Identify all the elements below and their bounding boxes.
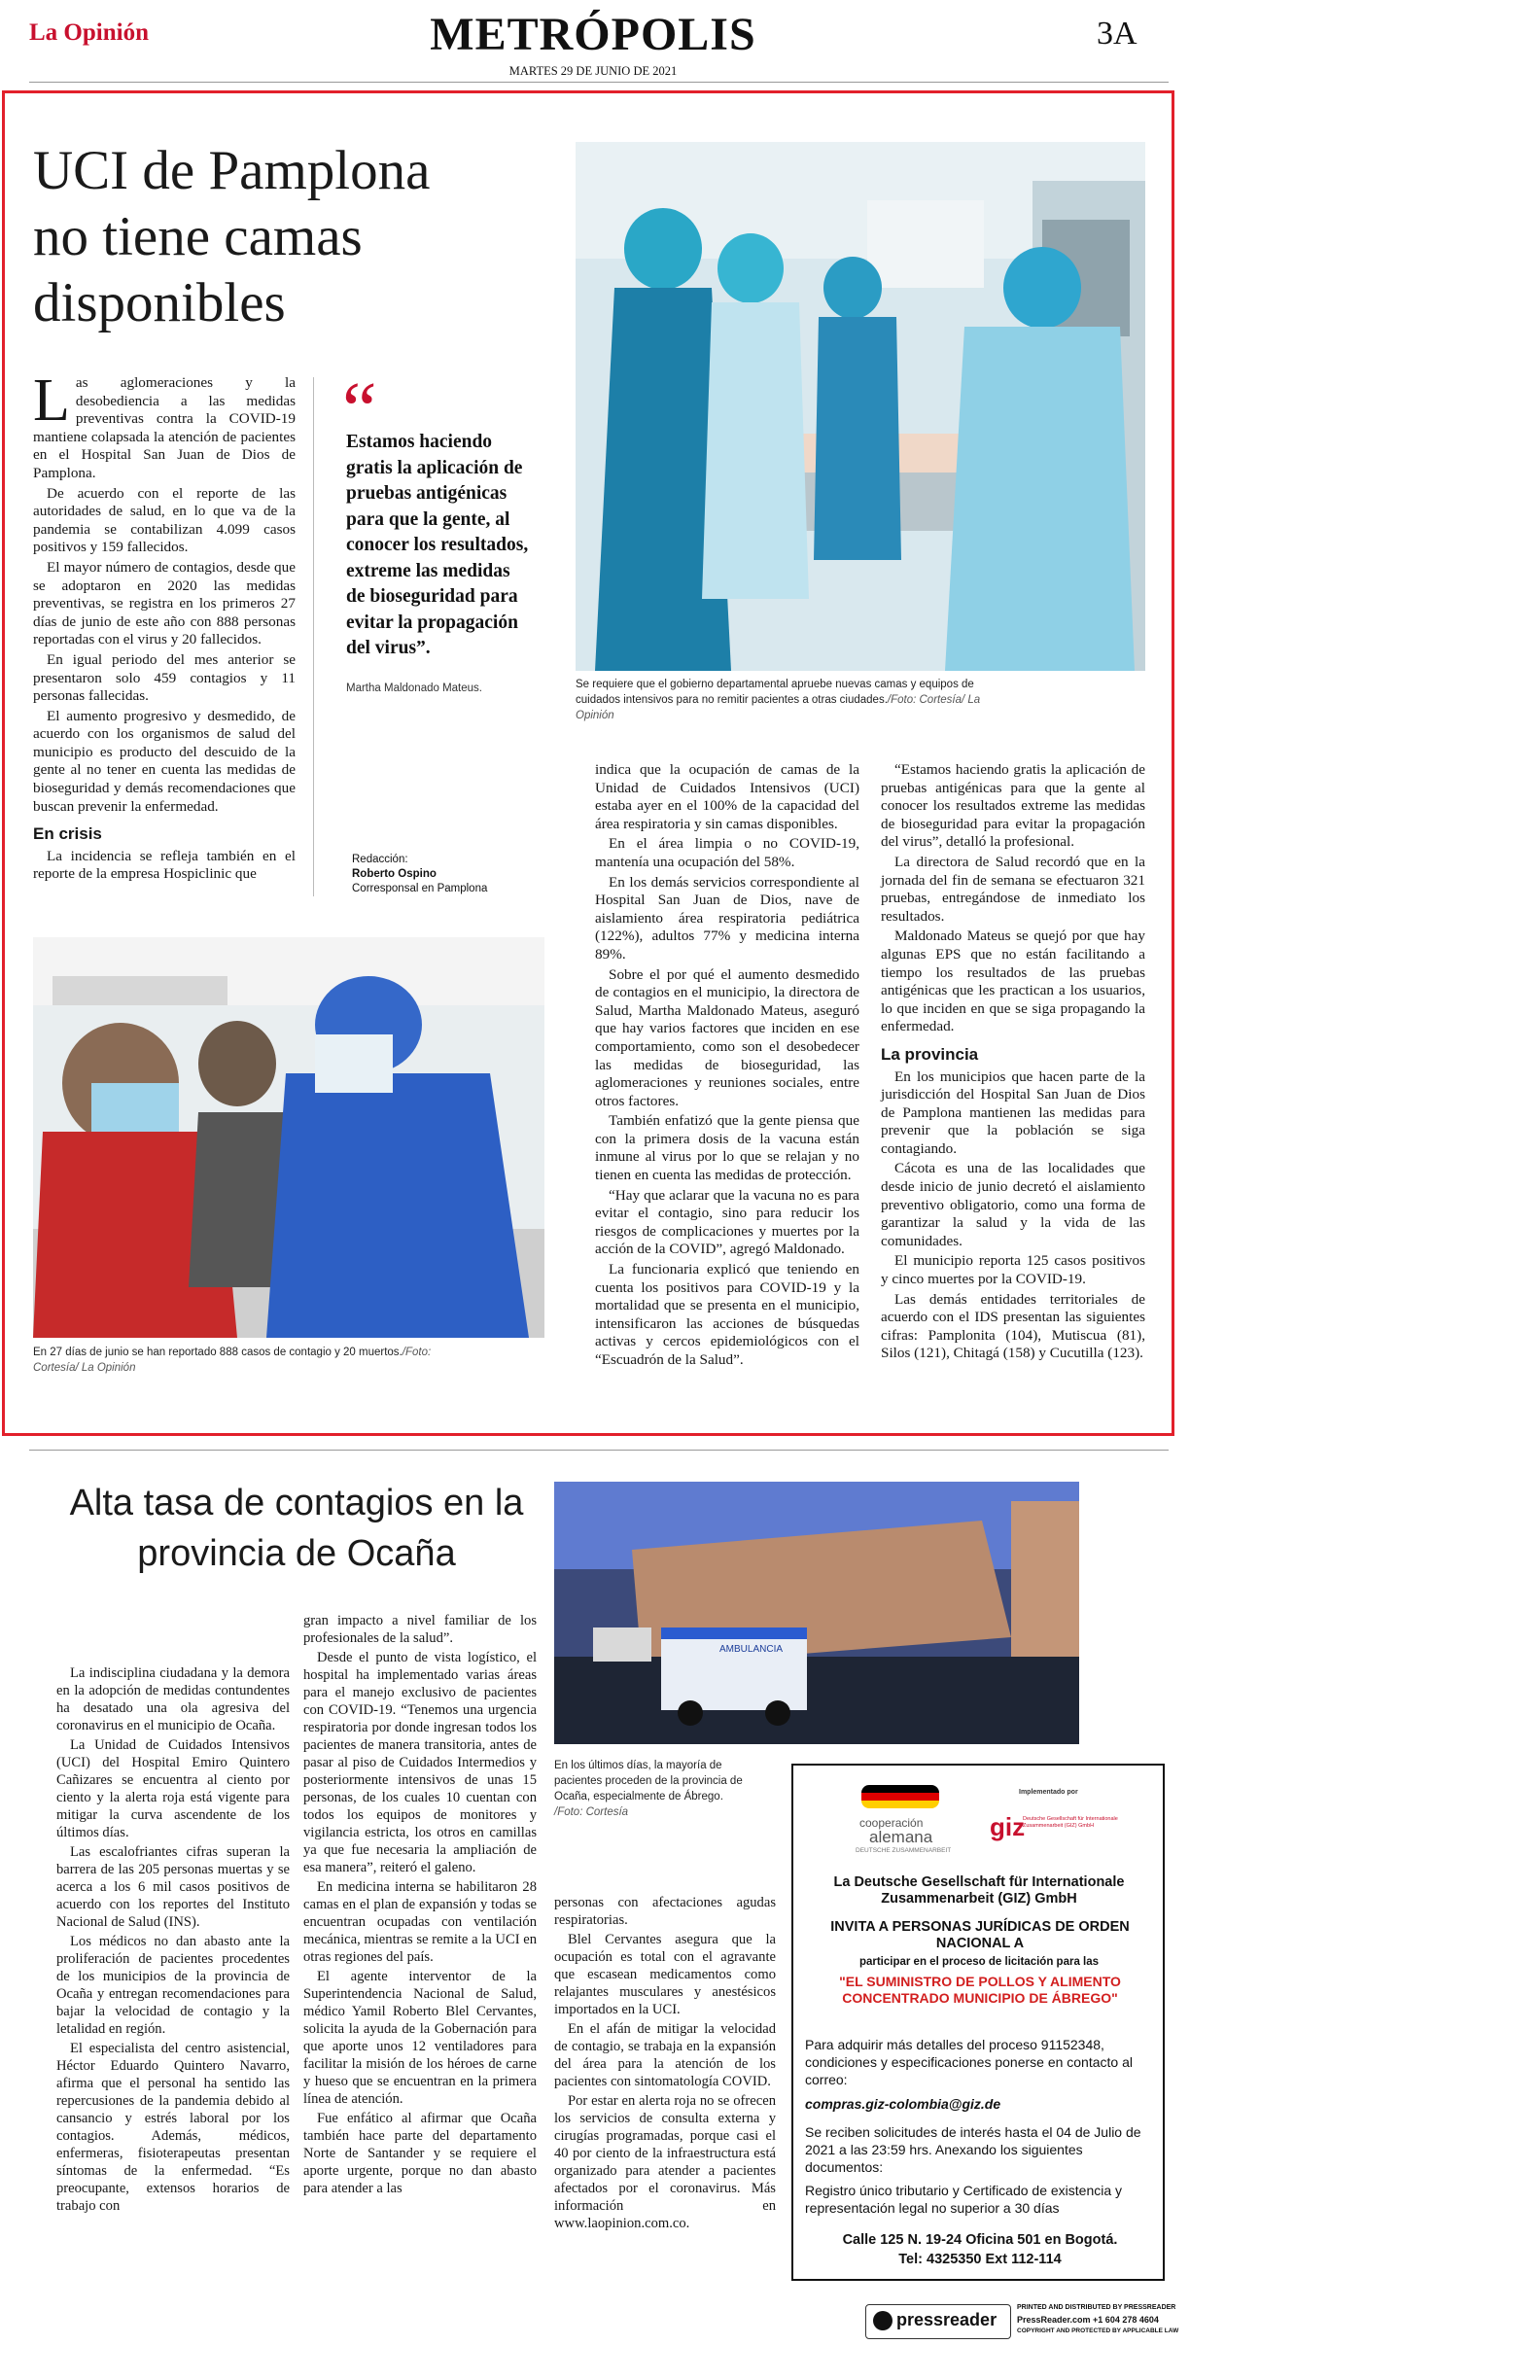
paragraph: Cácota es una de las localidades que desde inicio de junio decretó el aislamiento preventivo obligatorio, como una forma de garantizar la salud y la vida de las comunidades. <box>881 1160 1145 1249</box>
subhead: La provincia <box>881 1044 979 1064</box>
testing-photo <box>33 937 544 1338</box>
paragraph: Desde el punto de vista logístico, el hospital ha implementado varias áreas para el manejo exclusivo de pacientes con COVID-19. “Tenemos una urgencia respiratoria por donde ingresan todos los pacientes de manera transitoria, antes de pasar al piso de Cuidados Intermedios y posteriormente intensivos de unas 15 personas, de los cuales 10 cuentan con todos los equipos de monitores y vigilancia estricta, los otros en camillas ya que fue necesaria la ampliación de esa manera”, reiteró el galeno. <box>303 1650 537 1875</box>
paragraph: Las demás entidades territoriales de acuerdo con el IDS presentan las siguientes cifras: Pamplonita (104), Mutiscua (81), Silos (121), Chitagá (158) y Cucutilla (123). <box>881 1290 1145 1362</box>
paragraph: Las escalofriantes cifras superan la barrera de las 205 personas muertas y se acerca a los 6 mil casos positivos de acuerdo con los reportes del Instituto Nacional de Salud (INS). <box>56 1844 290 1930</box>
ad-org: La Deutsche Gesellschaft für Internationale Zusammenarbeit (GIZ) GmbH <box>833 1874 1125 1907</box>
paragraph: El especialista del centro asistencial, Héctor Eduardo Quintero Navarro, afirma que el personal ha sentido las repercusiones de la pandemia debido al cansancio y estrés laboral por los contagios. Además, médicos, enfermeras, fisioterapeutas presentan síntomas de la enfermedad. “Es preocupante, extensos horarios de trabajo con <box>56 2041 290 2214</box>
paragraph: personas con afectaciones agudas respiratorias. <box>554 1895 776 1928</box>
coop-logo-main: alemana <box>869 1828 933 1846</box>
pull-quote-mark: “ <box>342 368 377 453</box>
ad-address: Calle 125 N. 19-24 Oficina 501 en Bogotá. <box>842 2232 1118 2248</box>
article2-column-3 <box>554 1894 776 2234</box>
ad-invite: INVITA A PERSONAS JURÍDICAS DE ORDEN NACIONAL A <box>830 1919 1130 1951</box>
paragraph: “Estamos haciendo gratis la aplicación de pruebas antigénicas para que la gente al conocer los resultados extreme las medidas de bioseguridad para evitar la propagación del virus”, detalló la profesional. <box>881 761 1145 851</box>
paragraph: Por estar en alerta roja no se ofrecen los servicios de consulta externa y cirugías programadas, porque casi el 40 por ciento de la infraestructura está organizado para atender a pacientes afectados por el coronavirus. Más información en www.laopinion.com.co. <box>554 2093 776 2231</box>
paragraph: El municipio reporta 125 casos positivos y cinco muertes por la COVID-19. <box>881 1252 1145 1288</box>
article2-column-1 <box>56 1664 290 2217</box>
column-divider <box>313 377 314 896</box>
ad-docs: Registro único tributario y Certificado de existencia y representación legal no superior a 30 días <box>805 2183 1123 2216</box>
masthead-rule <box>29 82 1169 83</box>
masthead <box>0 0 1176 88</box>
caption-text: En los últimos días, la mayoría de pacientes proceden de la provincia de Ocaña, especialmente de Ábrego. <box>554 1760 743 1802</box>
drop-cap: L <box>33 368 70 434</box>
paragraph: gran impacto a nivel familiar de los profesionales de la salud”. <box>303 1613 537 1646</box>
paragraph: La funcionaria explicó que teniendo en cuenta los positivos para COVID-19 y la mortalidad que se presenta en el municipio, intensificaron las acciones de búsquedas activas y cercos epidemiológicos con el “Escuadrón de la Salud”. <box>595 1261 859 1368</box>
quote-author: Martha Maldonado Mateus. <box>346 682 482 694</box>
paragraph: En los demás servicios correspondiente al Hospital San Juan de Dios, nave de aislamiento área respiratoria pediátrica (122%), adultos 77% y medicina interna 89%. <box>595 873 859 962</box>
caption-credit: /Foto: Cortesía/ La Opinión <box>33 1347 432 1374</box>
page-number: 3A <box>1097 16 1138 52</box>
paragraph: El aumento progresivo y desmedido, de acuerdo con los organismos de salud del municipio es producto del descuido de la gente al no tener en cuenta las medidas de bioseguridad y demás recomendaciones que buscan prevenir la enfermedad. <box>33 707 296 815</box>
article1-column-3 <box>881 761 1145 1365</box>
ad-email[interactable]: compras.giz-colombia@giz.de <box>805 2096 1001 2112</box>
icu-photo-caption <box>576 677 1003 723</box>
paragraph: Fue enfático al afirmar que Ocaña también hace parte del departamento Norte de Santander y se requiere el aporte urgente, porque no dan abasto para atender a las <box>303 2111 537 2196</box>
pressreader-line1: PRINTED AND DISTRIBUTED BY PRESSREADER <box>1017 2304 1176 2311</box>
paragraph: La incidencia se refleja también en el reporte de la empresa Hospiclinic que <box>33 847 296 883</box>
byline-label: Redacción: <box>352 854 408 865</box>
lead-paragraph <box>33 368 296 483</box>
paragraph: indica que la ocupación de camas de la Unidad de Cuidados Intensivos (UCI) estaba ayer en el 100% de la capacidad del área respiratoria y sin camas disponibles. <box>595 761 859 832</box>
newspaper-logo: La Opinión <box>29 19 149 46</box>
paragraph: El agente interventor de la Superintendencia Nacional de Salud, médico Yamil Roberto Blel Cervantes, solicita la ayuda de la Gobernación para que aporte unos 12 ventiladores para facilitar la misión de los héroes de carne y hueso que se encuentran en la primera línea de atención. <box>303 1969 537 2107</box>
caption-credit: /Foto: Cortesía <box>554 1806 629 1818</box>
giz-logo: giz <box>990 1812 1026 1841</box>
giz-advertisement <box>791 1764 1165 2281</box>
german-flag-icon <box>861 1785 939 1808</box>
pressreader-footer <box>865 2302 1186 2341</box>
coop-logo-sub: DEUTSCHE ZUSAMMENARBEIT <box>856 1847 952 1854</box>
pressreader-line3: COPYRIGHT AND PROTECTED BY APPLICABLE LAW <box>1017 2328 1179 2334</box>
paragraph: La Unidad de Cuidados Intensivos (UCI) del Hospital Emiro Quintero Cañizares se encuentra al ciento por ciento y la alerta roja está vigente para mitigar la curva ascendente de los últimos días. <box>56 1737 290 1840</box>
article2-headline: Alta tasa de contagios en la provincia de Ocaña <box>69 1483 524 1574</box>
article1-column-2 <box>595 761 859 1372</box>
byline-name: Roberto Ospino <box>352 868 437 880</box>
coop-logo-top: cooperación <box>859 1816 924 1830</box>
paragraph: En los municipios que hacen parte de la jurisdicción del Hospital San Juan de Dios de Pamplona mantienen las medidas para prevenir que la población se siga contagiando. <box>881 1068 1145 1157</box>
paragraph: “Hay que aclarar que la vacuna no es para evitar el contagio, sino para reducir los riesgos de complicaciones y muertes por la acción de la COVID”, agregó Maldonado. <box>595 1186 859 1258</box>
ad-project: "EL SUMINISTRO DE POLLOS Y ALIMENTO CONCENTRADO MUNICIPIO DE ÁBREGO" <box>839 1974 1121 2006</box>
article1-headline: UCI de Pamplona no tiene camas disponibles <box>33 140 431 333</box>
paragraph: Maldonado Mateus se quejó por que hay algunas EPS que no están facilitando a tiempo los resultados de las pruebas antigénicas que les practican a los usuarios, lo que inciden en que se siga propagando la enfermedad. <box>881 928 1145 1035</box>
section-title: METRÓPOLIS <box>430 9 756 60</box>
paragraph: Blel Cervantes asegura que la ocupación es total con el agravante que escasean medicamentos como relajantes musculares y anestésicos importados en la UCI. <box>554 1932 776 2017</box>
byline <box>352 853 487 896</box>
article1-column-1 <box>33 368 296 886</box>
byline-role: Corresponsal en Pamplona <box>352 883 488 894</box>
paragraph: También enfatizó que la gente piensa que con la primera dosis de la vacuna están inmune al virus por lo que se relajan y no tienen en cuenta las medidas de protección. <box>595 1112 859 1184</box>
hospital-photo <box>554 1482 1079 1744</box>
giz-logo-sub: Deutsche Gesellschaft für Internationale Zusammenarbeit (GIZ) GmbH <box>1023 1816 1118 1829</box>
paragraph: El mayor número de contagios, desde que se adoptaron en 2020 las medidas preventivas, se registra en los primeros 27 días de junio de este año con 888 personas reportadas con el virus y 20 fallecidos. <box>33 558 296 648</box>
caption-credit: /Foto: Cortesía/ La Opinión <box>576 694 981 721</box>
issue-date: MARTES 29 DE JUNIO DE 2021 <box>508 64 678 78</box>
lead-text: as aglomeraciones y la desobediencia a las medidas preventivas contra la COVID-19 mantiene colapsada la atención de pacientes en el Hospital San Juan de Dios de Pamplona. <box>33 374 296 481</box>
paragraph: De acuerdo con el reporte de las autoridades de salud, en lo que va de la pandemia se contabilizan 4.099 casos positivos y 159 fallecidos. <box>33 484 296 556</box>
section-rule <box>29 1450 1169 1451</box>
paragraph: La indisciplina ciudadana y la demora en la adopción de medidas contundentes ha desatado una ola agresiva del coronavirus en el municipio de Ocaña. <box>56 1665 290 1733</box>
caption-text: En 27 días de junio se han reportado 888 casos de contagio y 20 muertos. <box>33 1347 402 1358</box>
paragraph: La directora de Salud recordó que en la jornada del fin de semana se efectuaron 321 pruebas, entregándose de inmediato los resultados. <box>881 853 1145 925</box>
subhead: En crisis <box>33 824 102 844</box>
paragraph: En igual periodo del mes anterior se presentaron solo 459 contagios y 11 personas fallecidas. <box>33 650 296 705</box>
pressreader-logo: pressreader <box>896 2310 998 2329</box>
implemented-by-label: Implementado por <box>1019 1789 1078 1796</box>
ad-participate: participar en el proceso de licitación para las <box>858 1956 1100 1968</box>
paragraph: Sobre el por qué el aumento desmedido de contagios en el municipio, la directora de Salud, Martha Maldonado Mateus, aseguró que hay varios factores que inciden en ese comportamiento, como son el desobedecer las medidas de bioseguridad, las aglomeraciones y reuniones sociales, entre otros factores. <box>595 965 859 1109</box>
paragraph: En el área limpia o no COVID-19, mantenía una ocupación del 58%. <box>595 835 859 870</box>
icu-photo <box>576 142 1145 671</box>
testing-photo-caption <box>33 1345 471 1376</box>
paragraph: En medicina interna se habilitaron 28 camas en el plan de expansión y todas se encuentran ocupadas con ventilación mecánica, mientras se remite a la UCI en otras regiones del país. <box>303 1879 537 1965</box>
ad-deadline: Se reciben solicitudes de interés hasta el 04 de Julio de 2021 a las 23:59 hrs. Anexando los siguientes documentos: <box>805 2124 1141 2175</box>
hospital-photo-caption <box>554 1758 758 1820</box>
paragraph: En el afán de mitigar la velocidad de contagio, se trabaja en la expansión del área para la atención de los pacientes con sintomatología COVID. <box>554 2021 776 2089</box>
pressreader-line2: PressReader.com +1 604 278 4604 <box>1017 2315 1159 2325</box>
article2-column-2 <box>303 1612 537 2199</box>
pressreader-icon <box>873 2311 892 2330</box>
pull-quote: Estamos haciendo gratis la aplicación de pruebas antigénicas para que la gente, al conocer los resultados, extreme las medidas de bioseguridad para evitar la propagación del virus”. <box>346 432 529 658</box>
caption-text: Se requiere que el gobierno departamental apruebe nuevas camas y equipos de cuidados intensivos para no remitir pacientes a otras ciudades. <box>576 679 974 706</box>
ad-details: Para adquirir más detalles del proceso 91152348, condiciones y especificaciones ponerse en contacto al correo: <box>805 2037 1133 2087</box>
ambulance-label: AMBULANCIA <box>719 1644 784 1655</box>
paragraph: Los médicos no dan abasto ante la proliferación de pacientes procedentes de los municipios de la provincia de Ocaña y entregan recomendaciones para bajar la velocidad de contagio y la letalidad en región. <box>56 1934 290 2037</box>
ad-phone: Tel: 4325350 Ext 112-114 <box>898 2252 1062 2267</box>
